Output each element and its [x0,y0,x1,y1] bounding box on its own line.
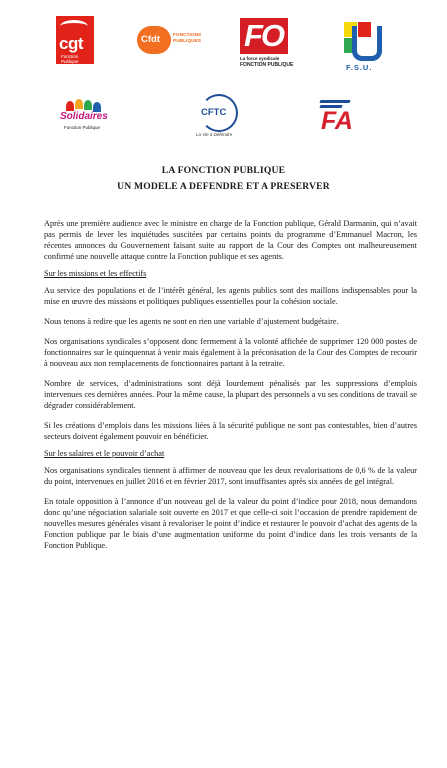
cgt-logo-text: cgt [59,34,83,53]
solidaires-logo-subtitle: Fonction Publique [64,125,101,130]
solidaires-orange-figure-icon [75,99,83,109]
paragraph: Nos organisations syndicales s’opposent donc fermement à la volonté affichée de supprimer 120 000 postes de fonctionnaires sur le quinquennat à venir mais également à la préconisation de la Cour des Comptes de recourir à nouveau aux non remplacements de fonctionnaires partant à la retraite. [44,337,417,368]
fsu-logo-text: F.S.U. [346,63,373,72]
fo-logo-text: FO [244,18,284,53]
fsu-logo [344,22,384,76]
cfdt-logo-caption [173,33,207,45]
fa-stripe-icon [319,100,350,103]
cfdt-logo [137,26,205,54]
document-title-line1: LA FONCTION PUBLIQUE [161,165,286,176]
paragraph: Nos organisations syndicales tiennent à affirmer de nouveau que les deux revalorisations de 0,6 % de la valeur du point, intervenues en juillet 2016 et en février 2017, sont insuffisantes après six années de gel intégral. [44,466,417,486]
fa-logo [318,98,358,144]
document-title-line2: UN MODELE A DEFENDRE ET A PRESERVER [117,181,330,192]
solidaires-logo [60,99,112,139]
fa-logo-text: FA [321,107,353,135]
cfdt-caption-line2: PUBLIQUES [173,39,201,44]
fo-mark [240,18,288,54]
cftc-logo-subtitle: La Vie à Défendre [196,132,233,137]
solidaires-red-figure-icon [66,101,74,111]
cftc-logo-text: CFTC [201,107,227,118]
paragraph: Au service des populations et de l’intérêt général, les agents publics sont des maillons indispensables pour la mise en œuvre des missions et politiques publiques essentielles pour la cohésion sociale. [44,286,417,306]
cgt-logo-subtitle: Fonction Publique [61,54,79,64]
paragraph: Si les créations d’emplois dans les missions liées à la sécurité publique ne sont pas contestables, bien d’autres secteurs doivent également pouvoir en bénéficier. [44,421,417,441]
section-heading-salaires: Sur les salaires et le pouvoir d’achat [44,449,165,458]
paragraph: Nous tenons à redire que les agents ne sont en rien une variable d’ajustement budgétaire. [44,317,339,326]
intro-paragraph: Après une première audience avec le ministre en charge de la Fonction publique, Gérald Darmanin, qui n’avait pas permis de lever les inquiétudes suscitées par certains points du programme d’Emmanuel Macron, les récentes annonces du Gouvernement faisant suite au rapport de la Cour des Comptes ont malheureusement confirmé une nouvelle attaque contre la Fonction publique et ses agents. [44,219,417,261]
cgt-swoosh-icon [60,20,88,33]
cgt-logo [56,16,94,64]
solidaires-logo-text: Solidaires [60,111,108,122]
fsu-u-icon [352,26,382,61]
fo-caption-line1: La force syndicale [240,56,280,61]
cfdt-badge-text: Cfdt [141,34,160,45]
fo-logo [240,18,294,70]
cfdt-badge [137,26,171,54]
paragraph: En totale opposition à l’annonce d’un nouveau gel de la valeur du point d’indice pour 2018, nous demandons donc qu’une négociation salariale soit ouverte en 2017 et que celle-ci soit l’occasion de prendre rapidement de nouvelles mesures générales visant à revaloriser le point d’indice et restaurer le pouvoir d’achat des agents de la Fonction publique par le biais d’une augmentation uniforme du point d’indice dans les trois versants de la Fonction Publique. [44,497,417,550]
document-body [44,218,417,560]
cftc-logo [194,94,244,142]
solidaires-green-figure-icon [84,100,92,110]
paragraph: Nombre de services, d’administrations sont déjà lourdement pénalisés par les suppressions d’emplois intervenues ces dernières années. Pour la même cause, la plupart des personnels a vu ses conditions de travail se dégrader considérablement. [44,379,417,410]
section-heading-missions: Sur les missions et les effectifs [44,269,147,278]
cfdt-caption-line1: FONCTIONS [173,33,202,38]
fo-caption-line2: FONCTION PUBLIQUE [240,62,294,68]
